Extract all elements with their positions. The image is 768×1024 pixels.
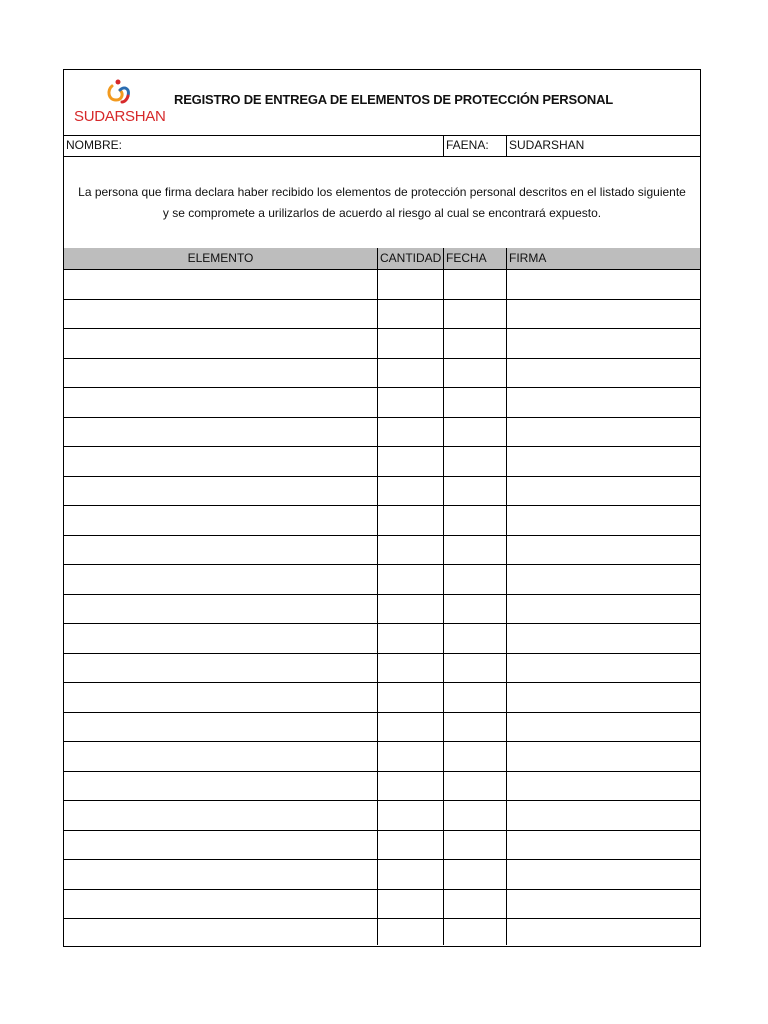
form-header [64, 70, 700, 135]
table-row [64, 771, 700, 801]
logo-mark-icon [74, 76, 164, 108]
table-row [64, 446, 700, 476]
table-row [64, 505, 700, 535]
column-divider [443, 248, 444, 945]
table-row [64, 417, 700, 447]
table-row [64, 535, 700, 565]
table-row [64, 387, 700, 417]
table-row [64, 859, 700, 889]
table-row [64, 682, 700, 712]
divider [443, 135, 444, 156]
declaration-line-1: La persona que firma declara haber recibido los elementos de protección personal descritos en el listado siguiente [78, 185, 686, 199]
divider [506, 135, 507, 156]
table-row [64, 889, 700, 919]
table-row [64, 741, 700, 771]
table-row [64, 594, 700, 624]
column-divider [377, 248, 378, 945]
column-header-fecha: FECHA [446, 251, 487, 265]
table-row [64, 328, 700, 358]
form-title: REGISTRO DE ENTREGA DE ELEMENTOS DE PROTECCIÓN PERSONAL [174, 92, 613, 107]
table-row [64, 476, 700, 506]
declaration-line-2: y se compromete a urilizarlos de acuerdo al riesgo al cual se encontrará expuesto. [162, 206, 602, 220]
table-row [64, 623, 700, 653]
faena-label: FAENA: [446, 138, 489, 152]
table-row [64, 564, 700, 594]
table-row [64, 712, 700, 742]
company-logo [74, 76, 164, 128]
column-header-firma: FIRMA [509, 251, 547, 265]
table-row [64, 269, 700, 299]
table-row [64, 830, 700, 860]
declaration-block [64, 156, 700, 248]
info-row [64, 135, 700, 156]
table-row [64, 800, 700, 830]
logo-wordmark: SUDARSHAN [74, 108, 166, 125]
column-header-cantidad: CANTIDAD [380, 251, 442, 265]
table-row [64, 653, 700, 683]
faena-value[interactable]: SUDARSHAN [509, 138, 585, 152]
column-header-elemento: ELEMENTO [187, 251, 254, 265]
column-divider [506, 248, 507, 945]
table-row [64, 299, 700, 329]
table-row [64, 358, 700, 388]
table-header [64, 248, 700, 269]
ppe-delivery-form [63, 69, 701, 947]
table-row [64, 918, 700, 948]
nombre-label: NOMBRE: [66, 138, 123, 152]
